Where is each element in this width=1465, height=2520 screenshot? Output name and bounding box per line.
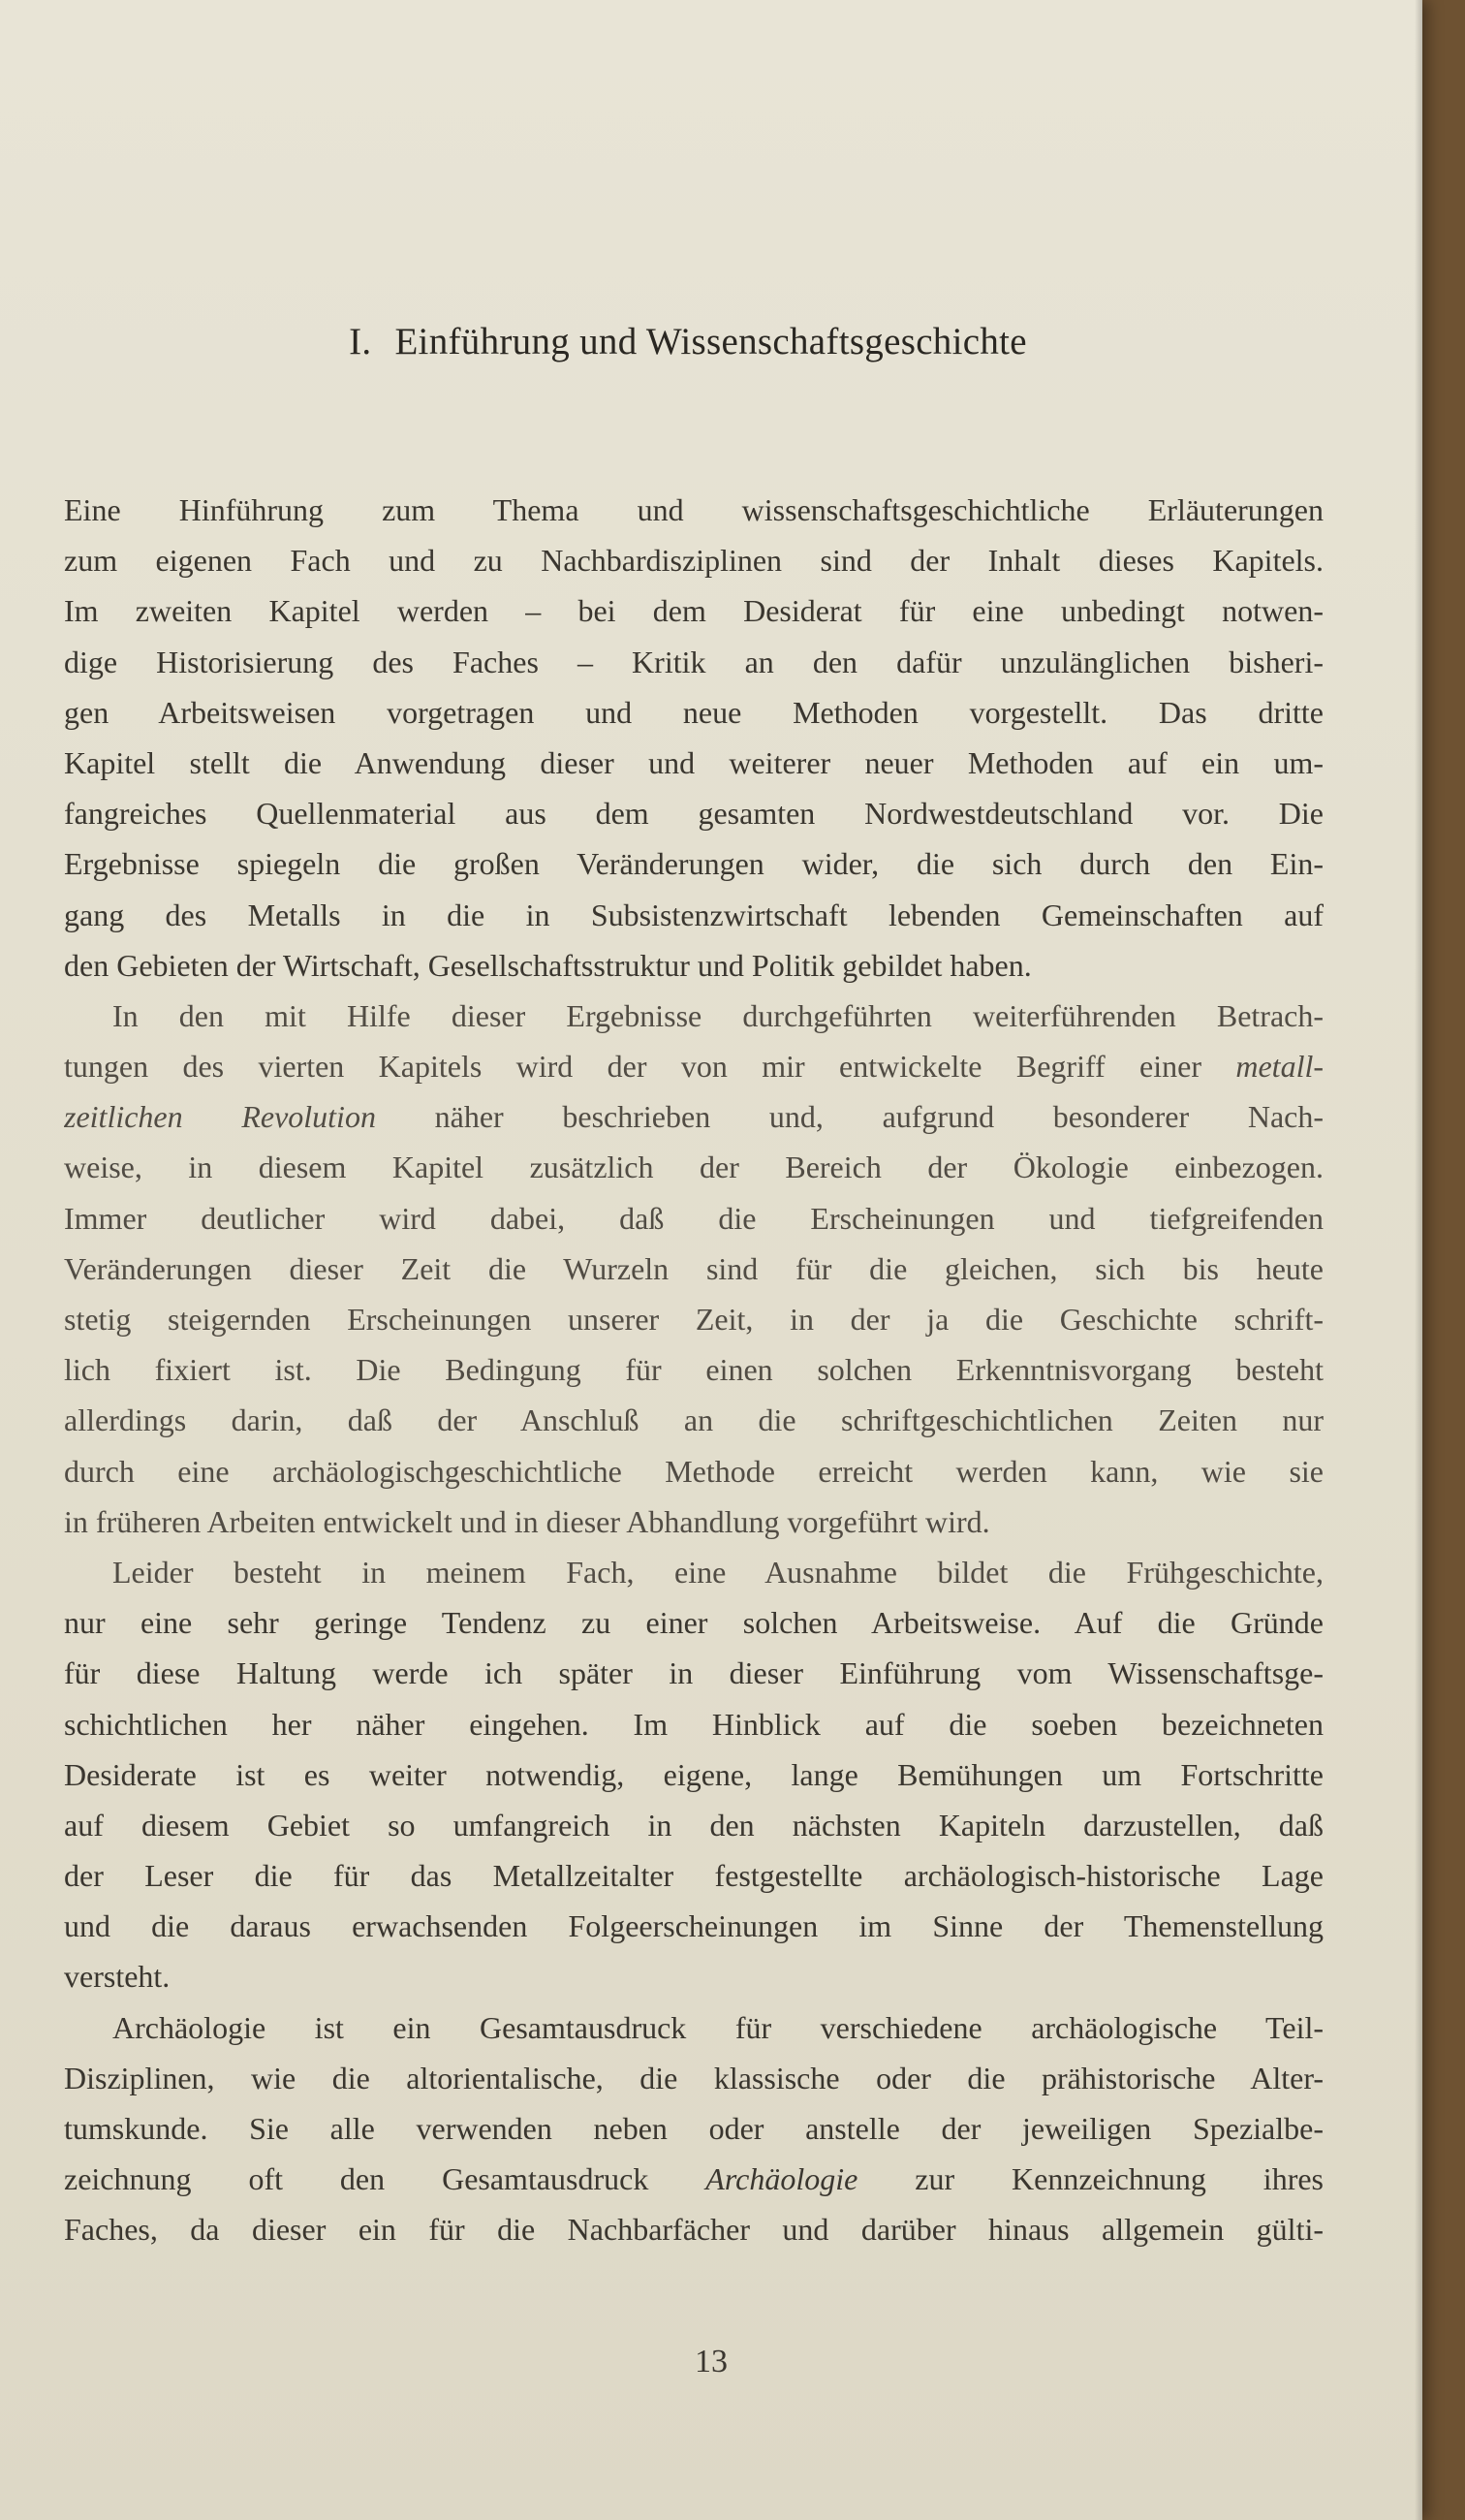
text-line bbox=[64, 637, 1324, 687]
italic-term: metall- bbox=[1235, 1049, 1324, 1085]
text-segment: Im zweiten Kapitel werden – bei dem Desiderat für eine unbedingt notwen- bbox=[64, 593, 1324, 629]
text-segment: Disziplinen, wie die altorientalische, die klassische oder die prähistorische Alter- bbox=[64, 2060, 1324, 2095]
text-segment: für diese Haltung werde ich später in dieser Einführung vom Wissenschaftsge- bbox=[64, 1655, 1324, 1691]
text-segment: weise, in diesem Kapitel zusätzlich der Bereich der Ökologie einbezogen. bbox=[64, 1150, 1324, 1185]
text-line bbox=[64, 2002, 1324, 2053]
chapter-number: I. bbox=[349, 321, 372, 362]
text-line bbox=[64, 738, 1324, 788]
text-line bbox=[64, 991, 1324, 1041]
text-line bbox=[64, 585, 1324, 636]
page-number: 13 bbox=[695, 2344, 728, 2379]
text-segment: durch eine archäologischgeschichtliche Methode erreicht werden kann, wie sie bbox=[64, 1453, 1324, 1489]
text-line bbox=[64, 1344, 1324, 1395]
text-segment: schichtlichen her näher eingehen. Im Hinblick auf die soeben bezeichneten bbox=[64, 1706, 1324, 1742]
text-line bbox=[64, 1597, 1324, 1648]
text-line bbox=[64, 1294, 1324, 1344]
text-segment: Immer deutlicher wird dabei, daß die Erscheinungen und tiefgreifenden bbox=[64, 1200, 1324, 1236]
text-segment: gang des Metalls in die in Subsistenzwirtschaft lebenden Gemeinschaften auf bbox=[64, 897, 1324, 932]
text-line bbox=[64, 1648, 1324, 1698]
text-segment: näher beschrieben und, aufgrund besonderer Nach- bbox=[375, 1099, 1324, 1135]
text-line bbox=[64, 838, 1324, 889]
text-segment: Desiderate ist es weiter notwendig, eigene, lange Bemühungen um Fortschritte bbox=[64, 1756, 1324, 1792]
text-line bbox=[64, 1749, 1324, 1800]
text-segment: auf diesem Gebiet so umfangreich in den nächsten Kapiteln darzustellen, daß bbox=[64, 1807, 1324, 1843]
text-segment: tumskunde. Sie alle verwenden neben oder anstelle der jeweiligen Spezialbe- bbox=[64, 2111, 1324, 2146]
text-line bbox=[64, 1901, 1324, 1951]
text-segment: In den mit Hilfe dieser Ergebnisse durchgeführten weiterführenden Betrach- bbox=[112, 997, 1324, 1033]
text-line bbox=[64, 1850, 1324, 1901]
text-segment: Ergebnisse spiegeln die großen Veränderungen wider, die sich durch den Ein- bbox=[64, 846, 1324, 882]
text-segment: den Gebieten der Wirtschaft, Gesellschaftsstruktur und Politik gebildet haben. bbox=[64, 947, 1032, 983]
text-segment: dige Historisierung des Faches – Kritik an den dafür unzulänglichen bisheri- bbox=[64, 644, 1324, 679]
text-segment: Leider besteht in meinem Fach, eine Ausnahme bildet die Frühgeschichte, bbox=[112, 1554, 1324, 1590]
text-line bbox=[64, 1800, 1324, 1850]
text-line bbox=[64, 1951, 1324, 2001]
text-line bbox=[64, 2053, 1324, 2103]
text-segment: stetig steigernden Erscheinungen unserer Zeit, in der ja die Geschichte schrift- bbox=[64, 1302, 1324, 1337]
text-segment: nur eine sehr geringe Tendenz zu einer solchen Arbeitsweise. Auf die Gründe bbox=[64, 1605, 1324, 1641]
text-line bbox=[64, 1091, 1324, 1142]
chapter-heading bbox=[0, 320, 1376, 363]
text-line bbox=[64, 485, 1324, 535]
text-segment: fangreiches Quellenmaterial aus dem gesamten Nordwestdeutschland vor. Die bbox=[64, 796, 1324, 832]
text-segment: der Leser die für das Metallzeitalter festgestellte archäologisch-historische Lage bbox=[64, 1858, 1324, 1894]
chapter-title: Einführung und Wissenschaftsgeschichte bbox=[394, 321, 1027, 362]
text-line bbox=[64, 1446, 1324, 1496]
text-segment: versteht. bbox=[64, 1959, 171, 1995]
text-segment: gen Arbeitsweisen vorgetragen und neue Methoden vorgestellt. Das dritte bbox=[64, 694, 1324, 730]
text-line bbox=[64, 1244, 1324, 1294]
text-segment: zeichnung oft den Gesamtausdruck bbox=[64, 2161, 706, 2197]
text-line bbox=[64, 2103, 1324, 2154]
text-line bbox=[64, 687, 1324, 738]
text-segment: allerdings darin, daß der Anschluß an die schriftgeschichtlichen Zeiten nur bbox=[64, 1402, 1324, 1438]
text-segment: Faches, da dieser ein für die Nachbarfächer und darüber hinaus allgemein gülti- bbox=[64, 2212, 1324, 2248]
body-text bbox=[64, 485, 1324, 2255]
text-segment: Eine Hinführung zum Thema und wissenschaftsgeschichtliche Erläuterungen bbox=[64, 492, 1324, 527]
text-segment: Kapitel stellt die Anwendung dieser und weiterer neuer Methoden auf ein um- bbox=[64, 744, 1324, 780]
text-line bbox=[64, 940, 1324, 991]
text-line bbox=[64, 1547, 1324, 1597]
text-segment: Archäologie ist ein Gesamtausdruck für verschiedene archäologische Teil- bbox=[112, 2009, 1324, 2045]
italic-term: Archäologie bbox=[705, 2161, 858, 2197]
text-line bbox=[64, 1699, 1324, 1749]
text-segment: in früheren Arbeiten entwickelt und in dieser Abhandlung vorgeführt wird. bbox=[64, 1503, 990, 1539]
text-segment: tungen des vierten Kapitels wird der von mir entwickelte Begriff einer bbox=[64, 1049, 1236, 1085]
text-segment: Veränderungen dieser Zeit die Wurzeln sind für die gleichen, sich bis heute bbox=[64, 1250, 1324, 1286]
page-edge-shadow bbox=[1415, 0, 1422, 2520]
text-line bbox=[64, 788, 1324, 838]
text-segment: zum eigenen Fach und zu Nachbardisziplinen sind der Inhalt dieses Kapitels. bbox=[64, 543, 1324, 579]
text-segment: lich fixiert ist. Die Bedingung für einen solchen Erkenntnisvorgang besteht bbox=[64, 1352, 1324, 1388]
text-line bbox=[64, 1395, 1324, 1445]
text-segment: zur Kennzeichnung ihres bbox=[857, 2161, 1324, 2197]
text-segment: und die daraus erwachsenden Folgeerscheinungen im Sinne der Themenstellung bbox=[64, 1908, 1324, 1944]
text-line bbox=[64, 535, 1324, 585]
italic-term: zeitlichen Revolution bbox=[64, 1099, 376, 1135]
text-line bbox=[64, 2154, 1324, 2204]
text-line bbox=[64, 1193, 1324, 1244]
text-line bbox=[64, 1142, 1324, 1192]
text-line bbox=[64, 1496, 1324, 1547]
text-line bbox=[64, 2204, 1324, 2254]
text-line bbox=[64, 890, 1324, 940]
text-line bbox=[64, 1041, 1324, 1091]
